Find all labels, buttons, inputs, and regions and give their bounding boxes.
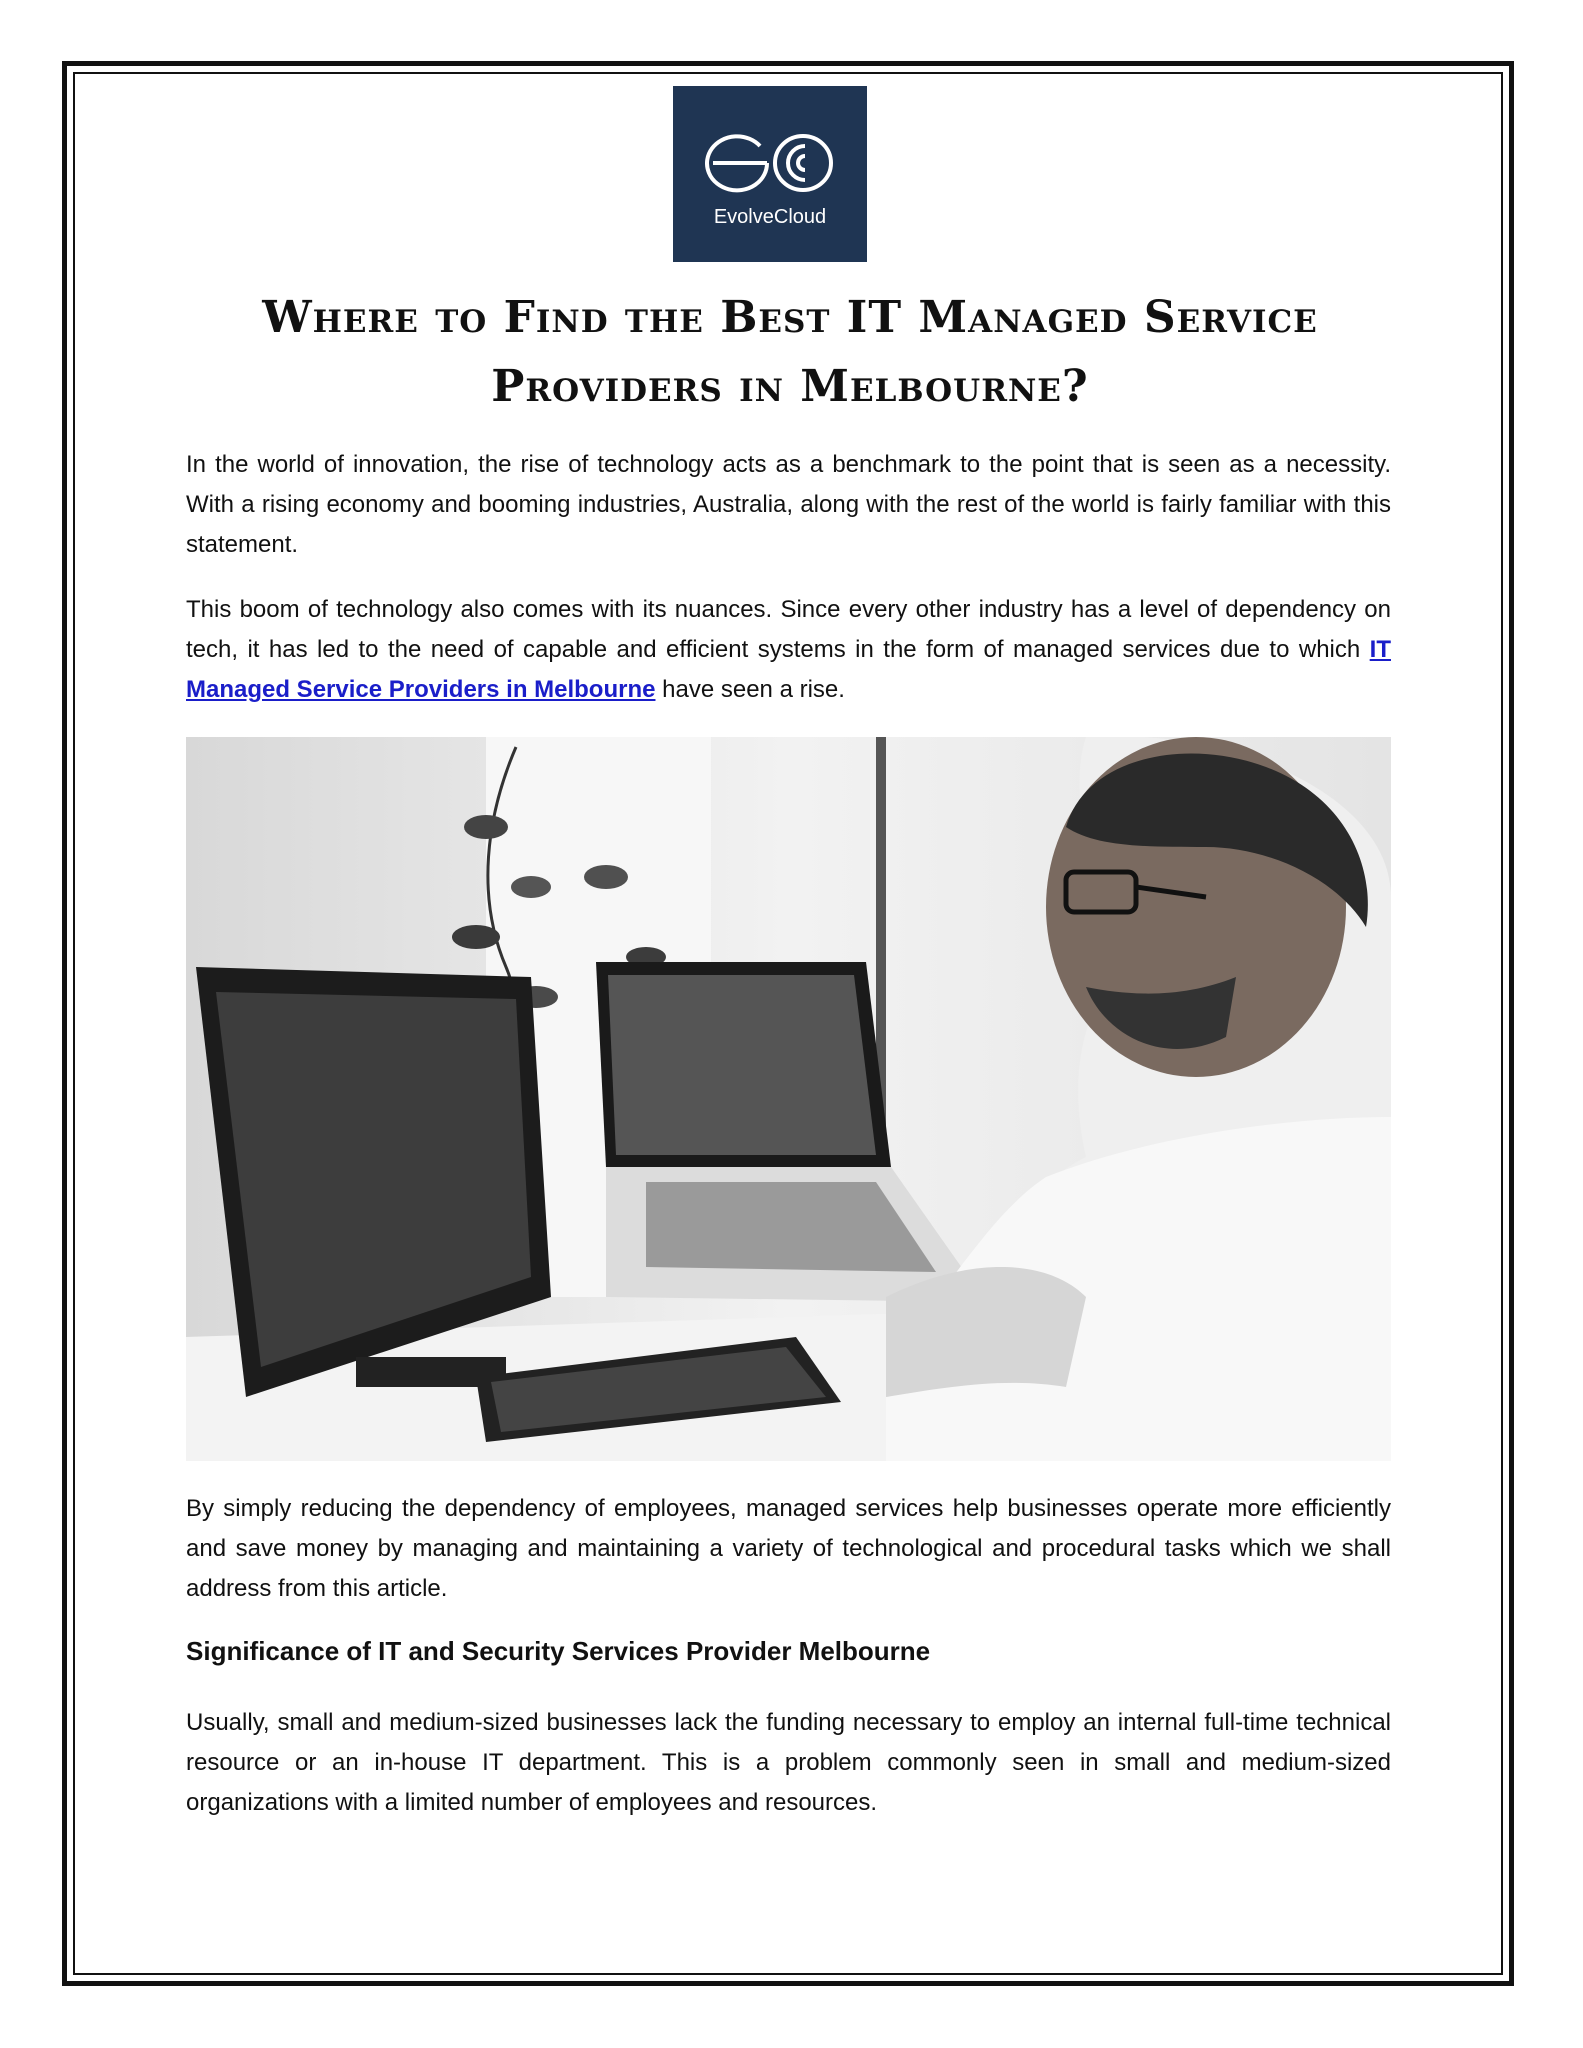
- office-photo: [186, 737, 1391, 1461]
- it-managed-service-providers-link[interactable]: IT Managed Service Providers in Melbourne: [186, 636, 1391, 703]
- evolvecloud-logo: [673, 86, 867, 262]
- paragraph-boom-text-end: have seen a rise.: [655, 676, 845, 703]
- page-title-line-1: Where to Find the Best IT Managed Service: [262, 292, 1318, 343]
- section-heading: Significance of IT and Security Services Provider Melbourne: [186, 1636, 931, 1666]
- logo-text: EvolveCloud: [713, 206, 827, 228]
- paragraph-reducing-dependency: By simply reducing the dependency of employees, managed services help businesses operate more efficiently and save money by managing and maintaining a variety of technological and procedural tasks which we shall address from this article.: [186, 1495, 1391, 1602]
- paragraph-boom-text-start: This boom of technology also comes with its nuances. Since every other industry has a level of dependency on tech, it has led to the need of capable and efficient systems in the form of managed services due to which: [186, 596, 1391, 663]
- paragraph-boom: [186, 590, 1391, 710]
- office-photo-illustration: [186, 737, 1391, 1461]
- paragraph-intro: In the world of innovation, the rise of technology acts as a benchmark to the point that is seen as a necessity. With a rising economy and booming industries, Australia, along with the rest of the world is fairly familiar with this statement.: [186, 451, 1391, 558]
- paragraph-small-business: Usually, small and medium-sized businesses lack the funding necessary to employ an internal full-time technical resource or an in-house IT department. This is a problem commonly seen in small and medium-sized organizations with a limited number of employees and resources.: [186, 1709, 1391, 1816]
- page-title-line-2: Providers in Melbourne?: [491, 361, 1089, 412]
- logo-mark-icon: [705, 128, 835, 198]
